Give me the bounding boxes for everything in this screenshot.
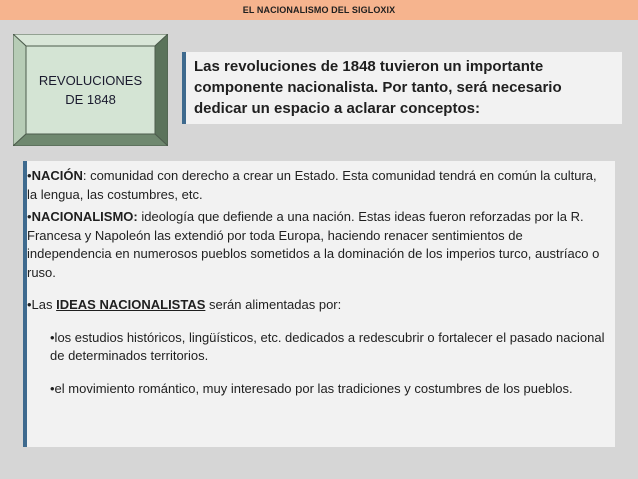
ideas-paragraph — [27, 296, 609, 315]
slide-title: EL NACIONALISMO DEL SIGLOXIX — [242, 5, 396, 15]
revoluciones-bevel-box — [13, 34, 168, 146]
intro-panel — [182, 52, 622, 124]
nacion-bullet: • — [27, 168, 32, 183]
ideas-text: serán alimentadas por: — [205, 297, 342, 312]
nacion-definition: : comunidad con derecho a crear un Estado. Esta comunidad tendrá en común la cultura, la lengua, las costumbres, etc. — [27, 168, 597, 202]
nacionalismo-bullet: • — [27, 209, 32, 224]
intro-text: Las revoluciones de 1848 tuvieron un importante componente nacionalista. Por tanto, será necesario dedicar un espacio a aclarar conceptos: — [194, 58, 562, 117]
sub-bullet-estudios: •los estudios históricos, lingüísticos, etc. dedicados a redescubrir o fortalecer el pasado nacional de determinados territorios. — [50, 329, 605, 363]
nacionalismo-term: NACIONALISMO: — [31, 209, 138, 224]
nacion-paragraph — [27, 167, 609, 204]
nacionalismo-paragraph — [27, 208, 609, 282]
concepts-panel — [23, 161, 615, 447]
ideas-term: IDEAS NACIONALISTAS — [56, 297, 206, 312]
nacion-term: NACIÓN — [31, 168, 83, 183]
sub-bullet-romantico: •el movimiento romántico, muy interesado por las tradiciones y costumbres de los pueblos. — [50, 380, 573, 396]
ideas-prefix: •Las — [27, 297, 57, 312]
title-bar — [0, 0, 638, 20]
bevel-label: REVOLUCIONES DE 1848 — [38, 73, 143, 107]
nacionalismo-definition: ideología que defiende a una nación. Estas ideas fueron reforzadas por la R. Francesa y Napoleón las extendió por toda Europa, haciendo renacer sentimientos de independencia en numerosos pueblos sometidos a la dominación de los imperios turco, austríaco o ruso. — [27, 209, 600, 280]
